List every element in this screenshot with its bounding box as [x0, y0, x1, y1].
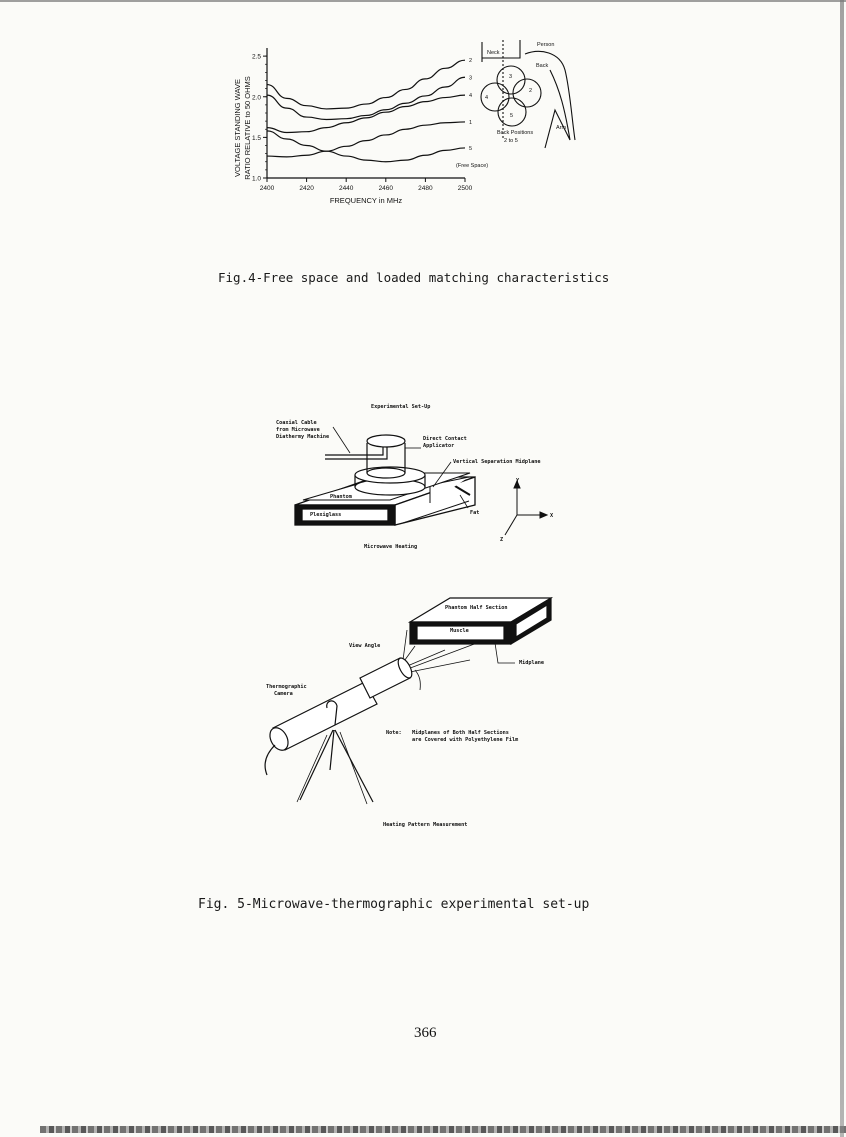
midplane-label: Midplane: [519, 660, 544, 666]
y-axis-title-line-1: VOLTAGE STANDING WAVE: [233, 79, 242, 177]
series-label-1: 1: [468, 119, 473, 126]
vswr-curve-1: [267, 122, 465, 157]
y-tick-label: 1.0: [251, 175, 261, 183]
note-line-2: are Covered with Polyethylene Film: [412, 737, 519, 743]
inset-neck-label: Neck: [487, 50, 500, 56]
figure-5-caption: Fig. 5-Microwave-thermographic experimental set-up: [198, 897, 590, 912]
vswr-curves: [267, 60, 465, 162]
series-labels: [469, 58, 472, 152]
coaxial-cable: [325, 447, 387, 459]
camera-label-2: Camera: [274, 691, 293, 697]
phantom-label: Phantom: [330, 494, 352, 500]
inset-back-positions-2: 2 to 5: [504, 138, 518, 144]
setup-title: Experimental Set-Up: [371, 404, 431, 410]
y-axis-title-line-2: RATIO RELATIVE to 50 OHMS: [243, 76, 252, 180]
note-label: Note:: [386, 730, 402, 736]
microwave-heating-label: Microwave Heating: [364, 544, 418, 550]
x-tick-label: 2400: [259, 185, 275, 192]
axis-y-label: Y: [516, 478, 520, 484]
inset-person-label: Person: [537, 42, 555, 48]
scan-edge-right: [840, 0, 844, 1137]
x-tick-label: 2460: [378, 185, 394, 192]
figure-4-chart: [220, 30, 590, 210]
x-tick-label: 2500: [457, 185, 473, 192]
vswr-curve-3: [267, 77, 465, 119]
coax-label-2: from Microwave: [276, 427, 320, 433]
coax-label-1: Coaxial Cable: [276, 420, 317, 426]
axis-z-label: Z: [500, 537, 504, 543]
note-line-1: Midplanes of Both Half Sections: [412, 730, 509, 736]
position-circle-5: [498, 98, 526, 126]
heating-pattern-label: Heating Pattern Measurement: [383, 822, 468, 828]
free-space-label: (Free Space): [456, 163, 489, 169]
scan-edge-top: [0, 0, 846, 2]
inset-circle-label-2: 2: [529, 88, 533, 94]
vswr-curve-2: [267, 60, 465, 109]
x-axis-title: FREQUENCY in MHz: [329, 196, 403, 205]
view-angle-label: View Angle: [349, 643, 381, 649]
axis-x-label: X: [550, 513, 554, 519]
x-tick-label: 2440: [338, 185, 354, 192]
page-number: 366: [414, 1025, 437, 1041]
coax-label-3: Diathermy Machine: [276, 434, 330, 440]
camera-label-1: Thermographic: [266, 684, 307, 690]
series-label-5: 5: [468, 145, 473, 152]
applicator-label-2: Applicator: [423, 443, 455, 449]
series-label-4: 4: [468, 93, 473, 100]
inset-back-positions-1: Back Positions: [497, 130, 534, 136]
plexiglass-label: Plexiglass: [310, 512, 342, 518]
vswr-curve-4: [267, 95, 465, 132]
inset-circle-label-5: 5: [510, 113, 514, 119]
phantom-half-section-label: Phantom Half Section: [445, 605, 508, 611]
x-tick-label: 2480: [418, 185, 433, 192]
vertical-separation-label: Vertical Separation Midplane: [453, 459, 541, 465]
vswr-curve-5: [267, 131, 465, 162]
series-label-2: 2: [468, 58, 473, 65]
inset-circle-label-4: 4: [485, 95, 489, 101]
inset-back-label: Back: [536, 63, 549, 69]
x-tick-label: 2420: [299, 185, 314, 192]
y-tick-label: 2.5: [251, 53, 261, 61]
figure-5-measurement-drawing: [255, 590, 575, 815]
xyz-axes: [505, 481, 547, 535]
fat-label: Fat: [470, 510, 480, 516]
inset-circle-label-3: 3: [509, 74, 513, 80]
y-tick-label: 1.5: [251, 134, 261, 142]
y-tick-label: 2.0: [251, 94, 261, 102]
muscle-label: Muscle: [450, 628, 469, 634]
inset-arm-label: Arm: [556, 125, 567, 131]
applicator-label-1: Direct Contact: [423, 436, 467, 442]
scan-edge-bottom: [40, 1126, 846, 1133]
applicator: [355, 435, 425, 495]
figure-4-caption: Fig.4-Free space and loaded matching characteristics: [218, 270, 610, 285]
series-label-3: 3: [468, 75, 473, 82]
